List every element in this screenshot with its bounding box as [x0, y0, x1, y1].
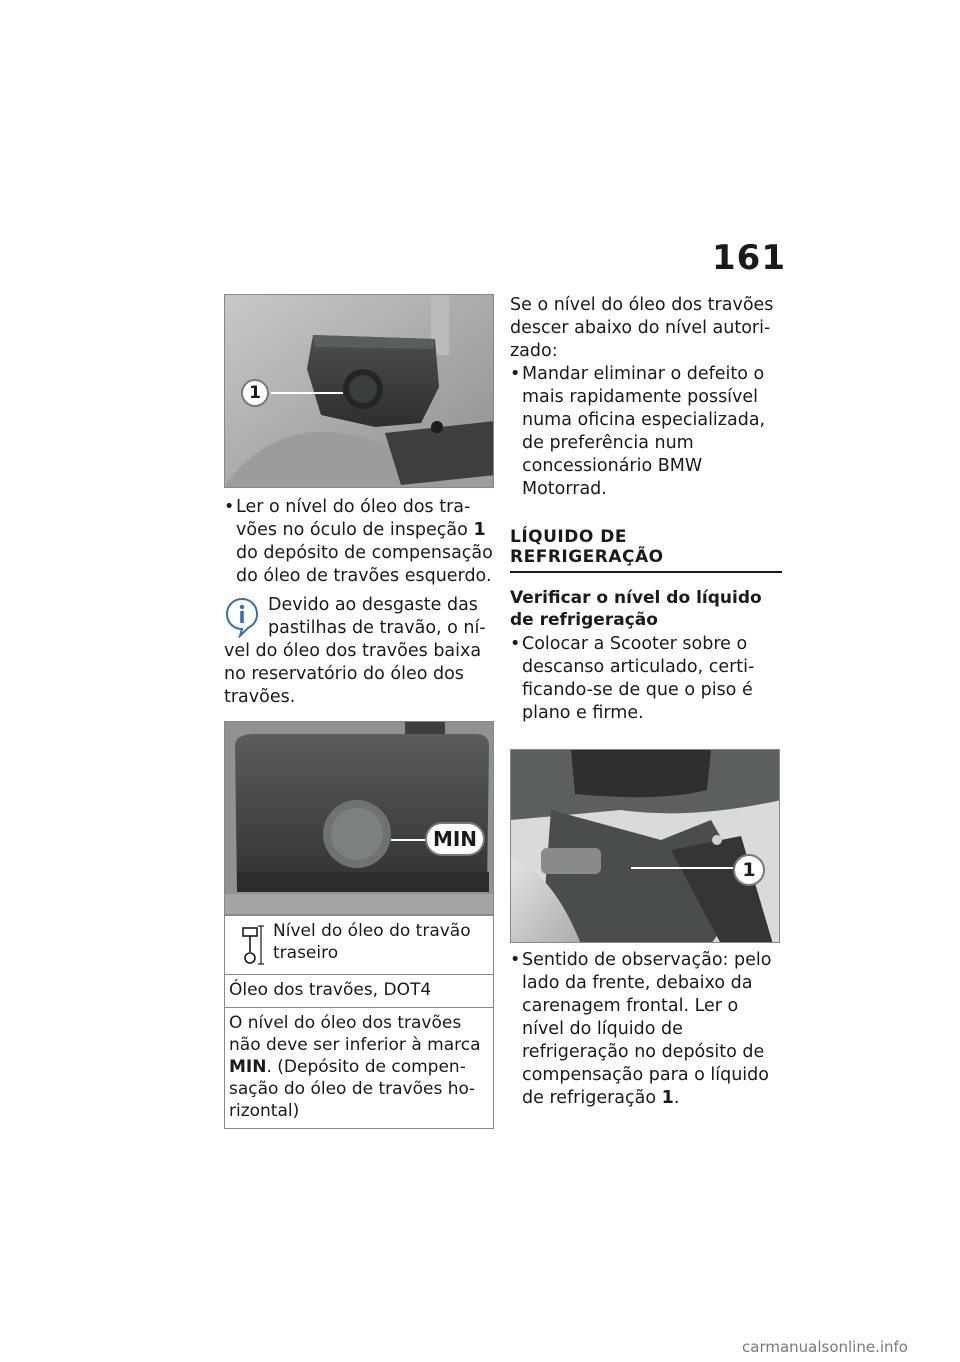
spec-box — [224, 915, 494, 1129]
callout-label: 1 — [742, 859, 756, 881]
sub-heading-check-coolant: Verificar o nível do líquido de refrigeração — [510, 588, 762, 630]
bullet-text-after: do depósito de compensação do óleo de travões esquerdo. — [236, 543, 493, 586]
spec-fluid: Óleo dos travões, DOT4 — [229, 980, 432, 1000]
bullet-ref: 1 — [473, 520, 486, 540]
right-column — [510, 294, 782, 1110]
spec-requirement: O nível do óleo dos travões não deve ser inferior à marca — [229, 1013, 481, 1055]
bullet-text: Sentido de observação: pelo lado da frente, debaixo da carenagem frontal. Ler o nível do líquido de refrigeração no depósito de compensação para o líquido de refrigeração — [522, 950, 772, 1108]
bullet-centre-stand: • Colocar a Scooter sobre o descanso articulado, certificando-se de que o piso é plano e firme. — [510, 633, 782, 725]
callout-label: MIN — [432, 827, 478, 851]
section-heading-coolant: LÍQUIDO DE REFRIGERAÇÃO — [510, 527, 782, 573]
callout-min — [425, 822, 485, 856]
intro-text: Se o nível do óleo dos travões descer abaixo do nível autorizado: — [510, 295, 774, 361]
spec-box-fluid-row — [225, 974, 493, 1007]
brake-fluid-level-icon — [237, 922, 267, 968]
footer-watermark: carmanualsonline.info — [742, 1338, 908, 1356]
note-text: Devido ao desgaste das pastilhas de travão, o nível do óleo dos travões baixa no reservatório do óleo dos travões. — [224, 595, 486, 707]
page-number: 161 — [712, 238, 786, 278]
bullet-text: Ler o nível do óleo dos travões no óculo de inspeção — [236, 497, 471, 540]
bullet-read-brake-level — [224, 496, 494, 588]
bullet-workshop: • Mandar eliminar o defeito o mais rapidamente possível numa oficina especializada, de preferência num concessionário BMW Motorrad. — [510, 363, 782, 501]
bullet-ref: 1 — [661, 1088, 674, 1108]
photo-brake-reservoir-min — [224, 721, 494, 915]
spec-requirement-after: . (Depósito de compensação do óleo de travões horizontal) — [229, 1057, 476, 1121]
info-icon — [224, 596, 260, 638]
spec-heading: Nível do óleo do travão traseiro — [273, 921, 471, 963]
spec-min-mark: MIN — [229, 1057, 267, 1077]
callout-1 — [733, 854, 765, 886]
callout-1 — [241, 379, 269, 407]
info-note — [224, 594, 494, 709]
bullet-read-coolant-level — [510, 949, 782, 1110]
photo-coolant-reservoir — [510, 749, 780, 943]
callout-label: 1 — [249, 383, 261, 403]
spec-box-requirement-row — [225, 1007, 493, 1128]
spec-box-heading-row — [225, 915, 493, 974]
left-column — [224, 294, 494, 1129]
photo-brake-reservoir-left — [224, 294, 494, 488]
bullet-text-after: . — [673, 1088, 680, 1108]
